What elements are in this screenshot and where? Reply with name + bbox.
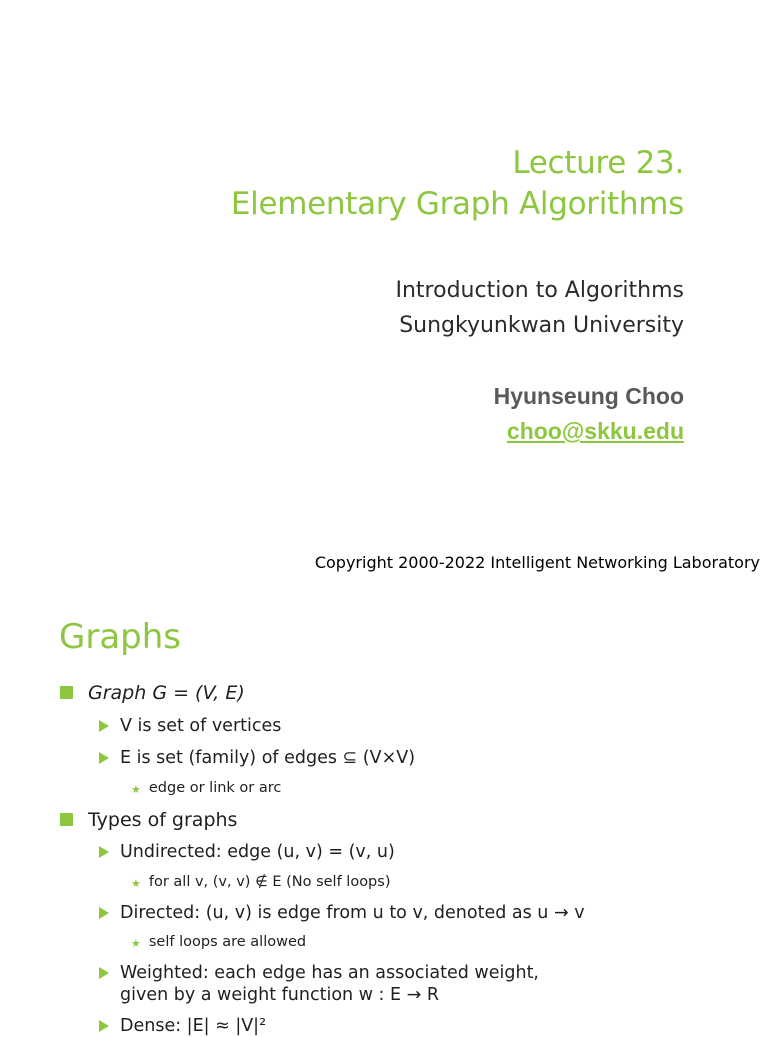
- bullet-self-loops-allowed: [131, 933, 306, 953]
- triangle-bullet-icon: [99, 907, 109, 919]
- bullet-text: E is set (family) of edges ⊆ (V×V): [120, 748, 416, 768]
- bullet-edge-synonyms: [131, 779, 281, 799]
- square-bullet-icon: [60, 813, 73, 826]
- lecture-topic: Elementary Graph Algorithms: [230, 186, 684, 222]
- triangle-bullet-icon: [99, 967, 109, 979]
- bullet-text-line: given by a weight function w : E → R: [120, 985, 440, 1005]
- university-name: Sungkyunkwan University: [399, 313, 684, 338]
- square-bullet-icon: [60, 686, 73, 699]
- bullet-text: Types of graphs: [88, 809, 238, 831]
- bullet-text: for all v, (v, v) ∉ E (No self loops): [148, 874, 391, 890]
- bullet-text: [120, 962, 539, 1006]
- bullet-text: Graph G = (V, E): [88, 682, 245, 704]
- bullet-text: Directed: (u, v) is edge from u to v, denoted as u → v: [120, 903, 585, 923]
- bullet-vertices: [99, 715, 281, 737]
- bullet-no-self-loops: [131, 873, 390, 893]
- bullet-text: edge or link or arc: [148, 780, 282, 796]
- bullet-undirected: [99, 841, 395, 863]
- author-block: [494, 379, 684, 449]
- bullet-text-line: Weighted: each edge has an associated weight,: [120, 963, 539, 983]
- triangle-bullet-icon: [99, 846, 109, 858]
- bullet-text: Dense: |E| ≈ |V|²: [120, 1016, 267, 1036]
- bullet-graph-types: [60, 808, 237, 832]
- star-bullet-icon: ★: [131, 937, 141, 950]
- star-bullet-icon: ★: [131, 783, 141, 796]
- star-bullet-icon: ★: [131, 877, 141, 890]
- author-email-link[interactable]: choo@skku.edu: [506, 418, 684, 444]
- bullet-directed: [99, 902, 585, 924]
- course-name: Introduction to Algorithms: [395, 278, 684, 303]
- bullet-text: self loops are allowed: [148, 934, 307, 950]
- graphs-slide: [0, 590, 768, 1036]
- bullet-graph-definition: [60, 681, 245, 705]
- copyright-notice: Copyright 2000-2022 Intelligent Networking Laboratory: [314, 553, 760, 572]
- triangle-bullet-icon: [99, 752, 109, 764]
- course-info: [395, 273, 684, 343]
- lecture-title: [231, 143, 684, 225]
- triangle-bullet-icon: [99, 720, 109, 732]
- bullet-text: V is set of vertices: [120, 716, 282, 736]
- lecture-number: Lecture 23.: [512, 145, 684, 181]
- bullet-text: Undirected: edge (u, v) = (v, u): [120, 842, 395, 862]
- bullet-edges: [99, 747, 415, 769]
- slide-title: Graphs: [59, 617, 182, 657]
- bullet-dense: [99, 1015, 266, 1037]
- triangle-bullet-icon: [99, 1020, 109, 1032]
- author-name: Hyunseung Choo: [493, 383, 684, 409]
- bullet-weighted: [99, 962, 539, 1006]
